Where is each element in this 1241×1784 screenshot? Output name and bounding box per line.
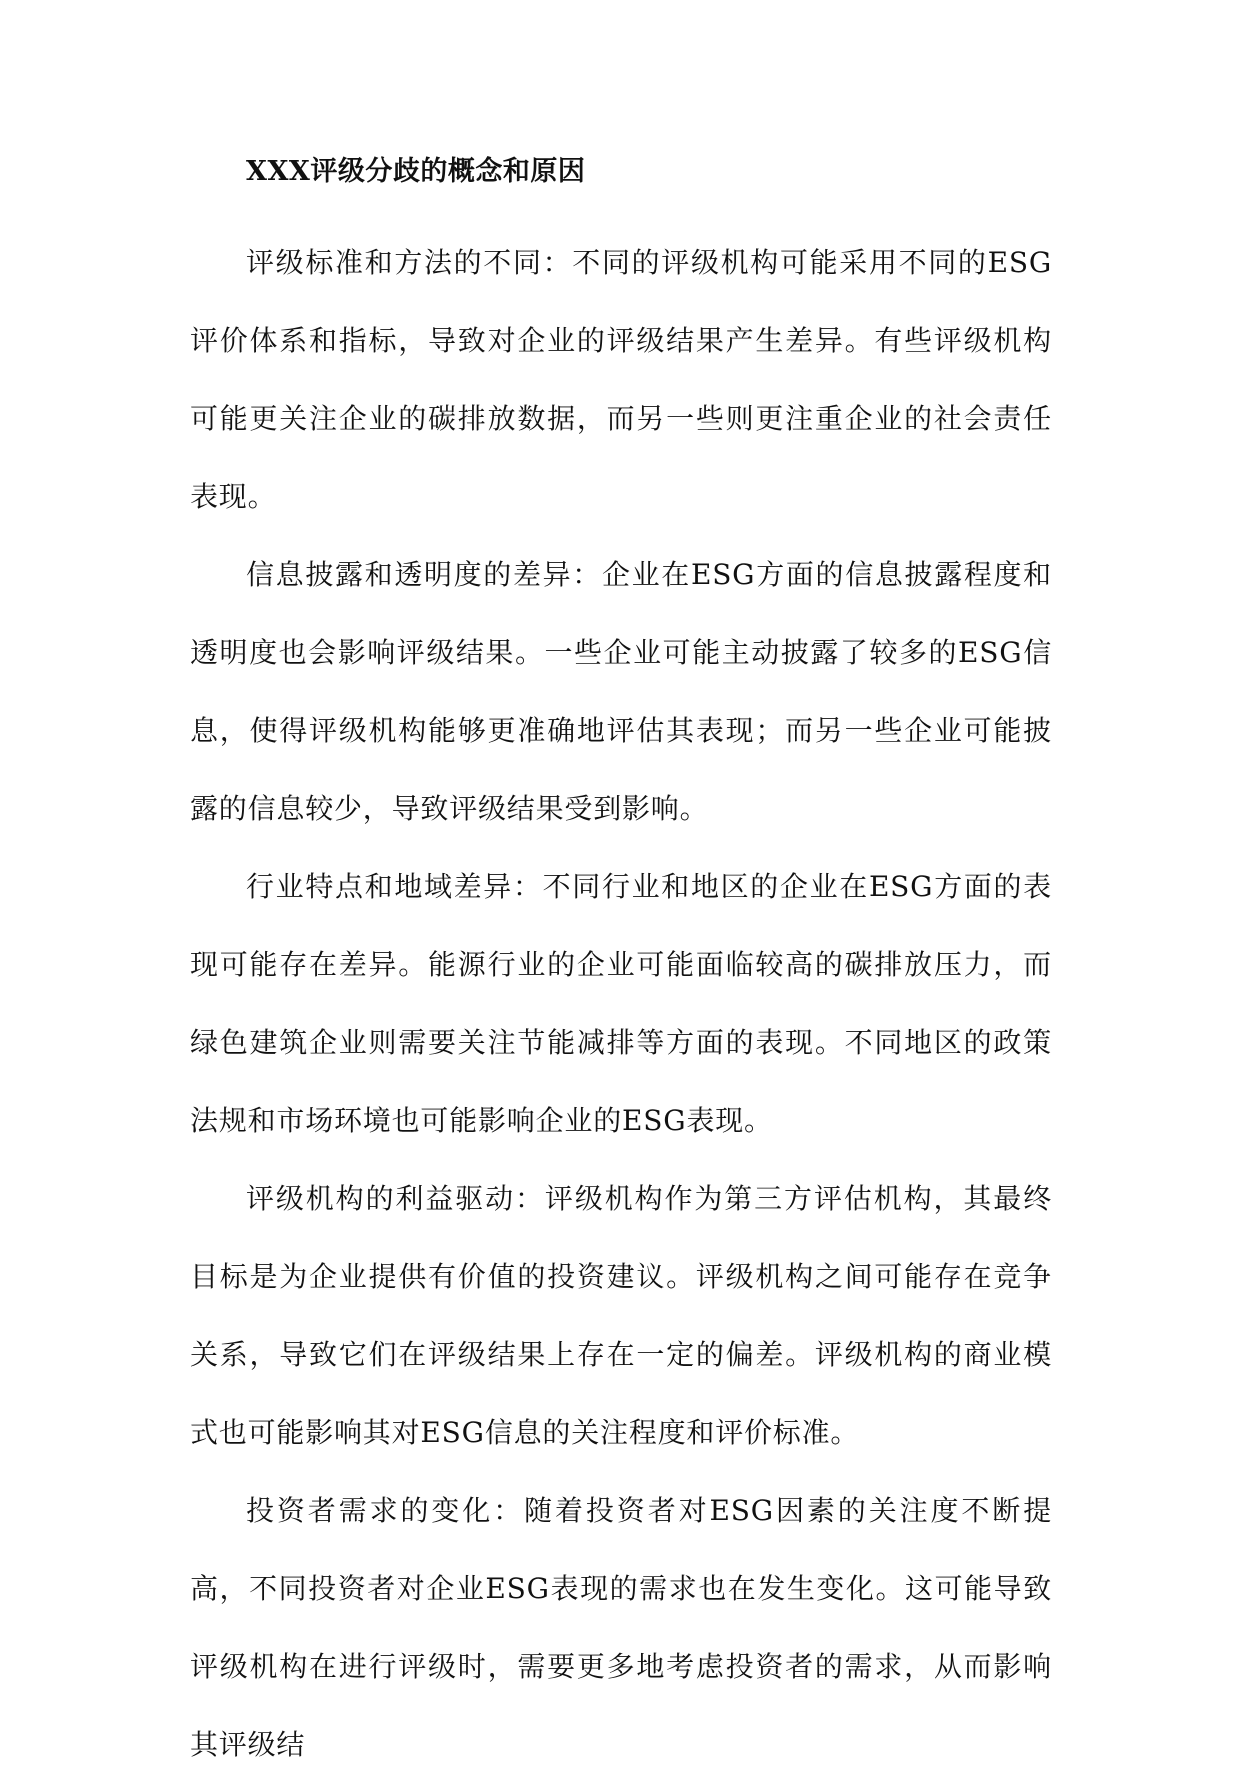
document-body <box>190 224 1052 1784</box>
paragraph-disclosure-transparency: 信息披露和透明度的差异：企业在ESG方面的信息披露程度和透明度也会影响评级结果。一些企业可能主动披露了较多的ESG信息，使得评级机构能够更准确地评估其表现；而另一些企业可能披露的信息较少，导致评级结果受到影响。 <box>190 558 1052 825</box>
paragraph-agency-interests: 评级机构的利益驱动：评级机构作为第三方评估机构，其最终目标是为企业提供有价值的投资建议。评级机构之间可能存在竞争关系，导致它们在评级结果上存在一定的偏差。评级机构的商业模式也可能影响其对ESG信息的关注程度和评价标准。 <box>190 1182 1052 1449</box>
document-title: XXX评级分歧的概念和原因 <box>246 156 586 187</box>
paragraph-investor-demand: 投资者需求的变化：随着投资者对ESG因素的关注度不断提高，不同投资者对企业ESG表现的需求也在发生变化。这可能导致评级机构在进行评级时，需要更多地考虑投资者的需求，从而影响其评级结 <box>190 1494 1052 1761</box>
paragraph-rating-standards: 评级标准和方法的不同：不同的评级机构可能采用不同的ESG评价体系和指标，导致对企业的评级结果产生差异。有些评级机构可能更关注企业的碳排放数据，而另一些则更注重企业的社会责任表现。 <box>190 246 1052 513</box>
paragraph-industry-region: 行业特点和地域差异：不同行业和地区的企业在ESG方面的表现可能存在差异。能源行业的企业可能面临较高的碳排放压力，而绿色建筑企业则需要关注节能减排等方面的表现。不同地区的政策法规和市场环境也可能影响企业的ESG表现。 <box>190 870 1052 1137</box>
